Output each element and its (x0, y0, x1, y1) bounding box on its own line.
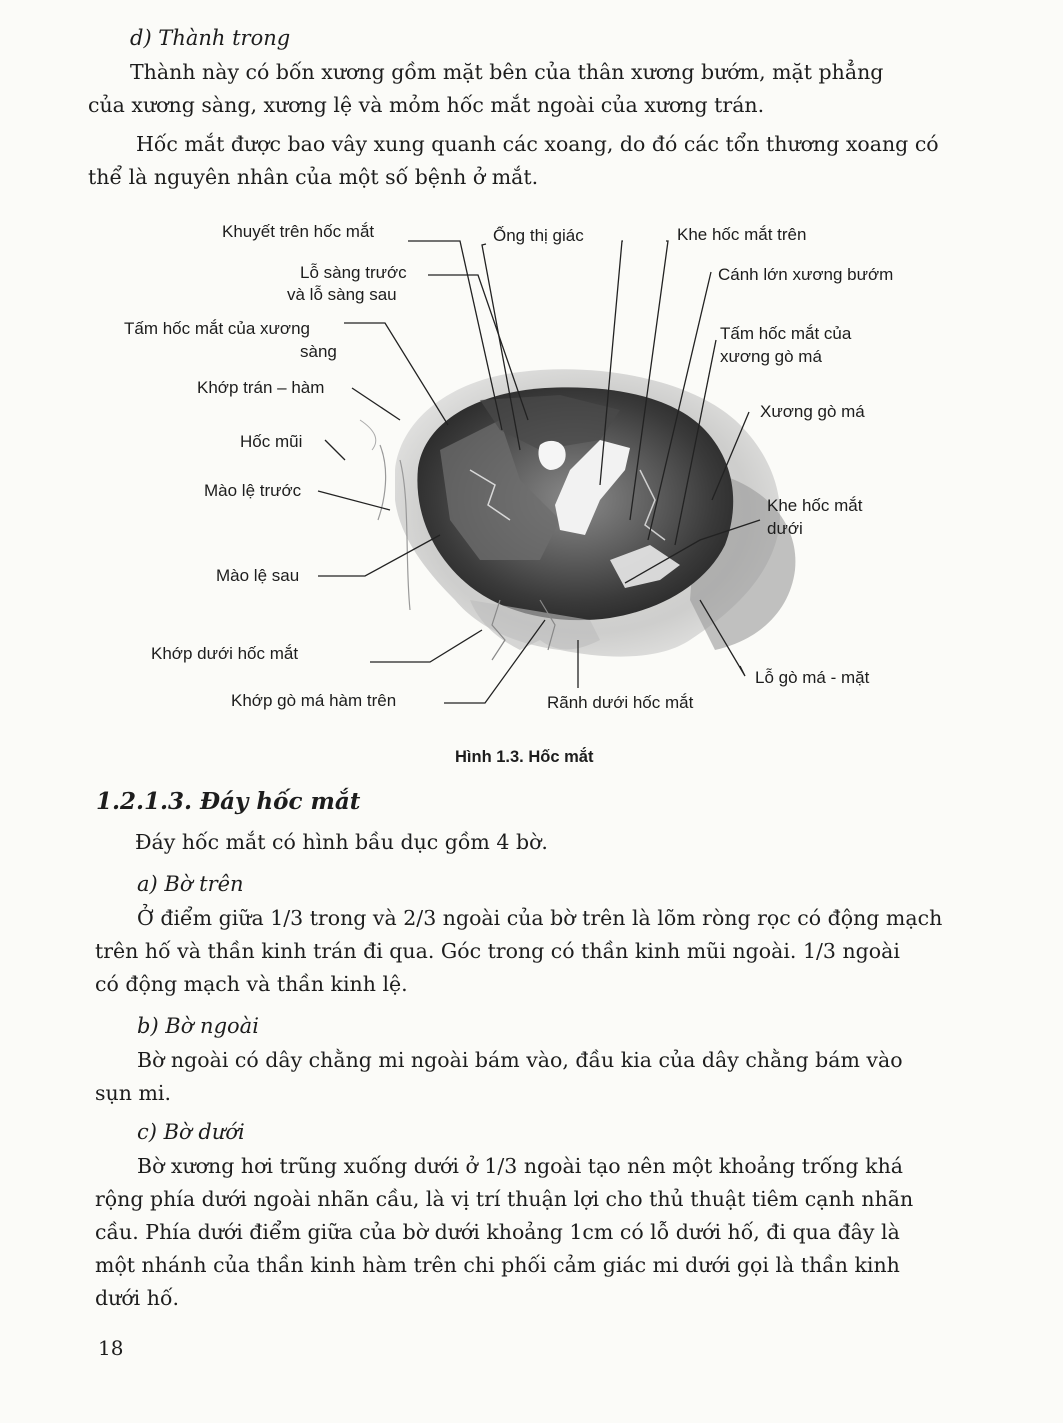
label-tam-hoc-mat-xuong-sang: Tấm hốc mắt của xương (124, 319, 310, 338)
label-khe-hoc-mat-tren: Khe hốc mắt trên (677, 225, 807, 244)
label-tam-hoc-mat-xuong-sang-2: sàng (300, 342, 337, 361)
subheading-bo-tren: a) Bờ trên (137, 872, 244, 896)
text-line: rộng phía dưới ngoài nhãn cầu, là vị trí thuận lợi cho thủ thuật tiêm cạnh nhãn (95, 1187, 914, 1211)
section-heading-day-hoc-mat: 1.2.1.3. Đáy hốc mắt (96, 788, 361, 815)
label-mao-le-truoc: Mào lệ trước (204, 481, 302, 500)
paragraph-bo-duoi (95, 1150, 992, 1315)
label-hoc-mui: Hốc mũi (240, 432, 303, 451)
label-khop-tran-ham: Khớp trán – hàm (197, 378, 325, 397)
text-line: trên hố và thần kinh trán đi qua. Góc trong có thần kinh mũi ngoài. 1/3 ngoài (95, 939, 900, 963)
text-line: dưới hố. (95, 1286, 180, 1310)
paragraph-bo-tren (95, 902, 987, 1001)
subheading-thanh-trong: d) Thành trong (130, 26, 291, 50)
label-khop-duoi-hoc-mat: Khớp dưới hốc mắt (151, 644, 299, 663)
label-khe-hoc-mat-duoi-2: dưới (767, 519, 803, 538)
text-line: Bờ ngoài có dây chằng mi ngoài bám vào, đầu kia của dây chằng bám vào (137, 1048, 903, 1072)
text-line: Hốc mắt được bao vây xung quanh các xoang, do đó các tổn thương xoang có (136, 132, 939, 156)
subheading-bo-ngoai: b) Bờ ngoài (137, 1014, 259, 1038)
page-number: 18 (98, 1336, 124, 1360)
text-line: của xương sàng, xương lệ và mỏm hốc mắt ngoài của xương trán. (88, 93, 765, 117)
label-ranh-duoi-hoc-mat: Rãnh dưới hốc mắt (547, 693, 694, 712)
text-line: thể là nguyên nhân của một số bệnh ở mắt. (88, 165, 539, 189)
text-line: một nhánh của thần kinh hàm trên chi phối cảm giác mi dưới gọi là thần kinh (95, 1253, 900, 1277)
text-line: sụn mi. (95, 1081, 171, 1105)
subheading-bo-duoi: c) Bờ dưới (137, 1120, 245, 1144)
label-xuong-go-ma: Xương gò má (760, 402, 865, 421)
intro-day-hoc-mat: Đáy hốc mắt có hình bầu dục gồm 4 bờ. (135, 830, 548, 854)
label-tam-hoc-mat-go-ma: Tấm hốc mắt của (720, 324, 852, 343)
label-lo-sang-truoc: Lỗ sàng trước (300, 263, 407, 282)
label-lo-go-ma-mat: Lỗ gò má - mặt (755, 668, 870, 687)
label-khe-hoc-mat-duoi: Khe hốc mắt (767, 496, 863, 515)
label-ong-thi-giac: Ống thị giác (493, 226, 584, 245)
label-tam-hoc-mat-go-ma-2: xương gò má (720, 347, 822, 366)
text-line: Thành này có bốn xương gồm mặt bên của thân xương bướm, mặt phẳng (130, 60, 884, 84)
label-lo-sang-sau: và lỗ sàng sau (287, 285, 397, 304)
label-khuyet-tren-hoc-mat: Khuyết trên hốc mắt (222, 222, 375, 241)
text-line: có động mạch và thần kinh lệ. (95, 972, 408, 996)
label-khop-go-ma-ham-tren: Khớp gò má hàm trên (231, 691, 397, 710)
label-canh-lon-xuong-buom: Cánh lớn xương bướm (718, 265, 894, 284)
text-line: Bờ xương hơi trũng xuống dưới ở 1/3 ngoài tạo nên một khoảng trống khá (137, 1154, 903, 1178)
paragraph-bo-ngoai (95, 1044, 987, 1110)
label-mao-le-sau: Mào lệ sau (216, 566, 300, 585)
figure-caption: Hình 1.3. Hốc mắt (455, 748, 594, 766)
text-line: cầu. Phía dưới điểm giữa của bờ dưới khoảng 1cm có lỗ dưới hố, đi qua đây là (95, 1220, 900, 1244)
text-line: Ở điểm giữa 1/3 trong và 2/3 ngoài của bờ trên là lõm ròng rọc có động mạch (137, 906, 943, 930)
